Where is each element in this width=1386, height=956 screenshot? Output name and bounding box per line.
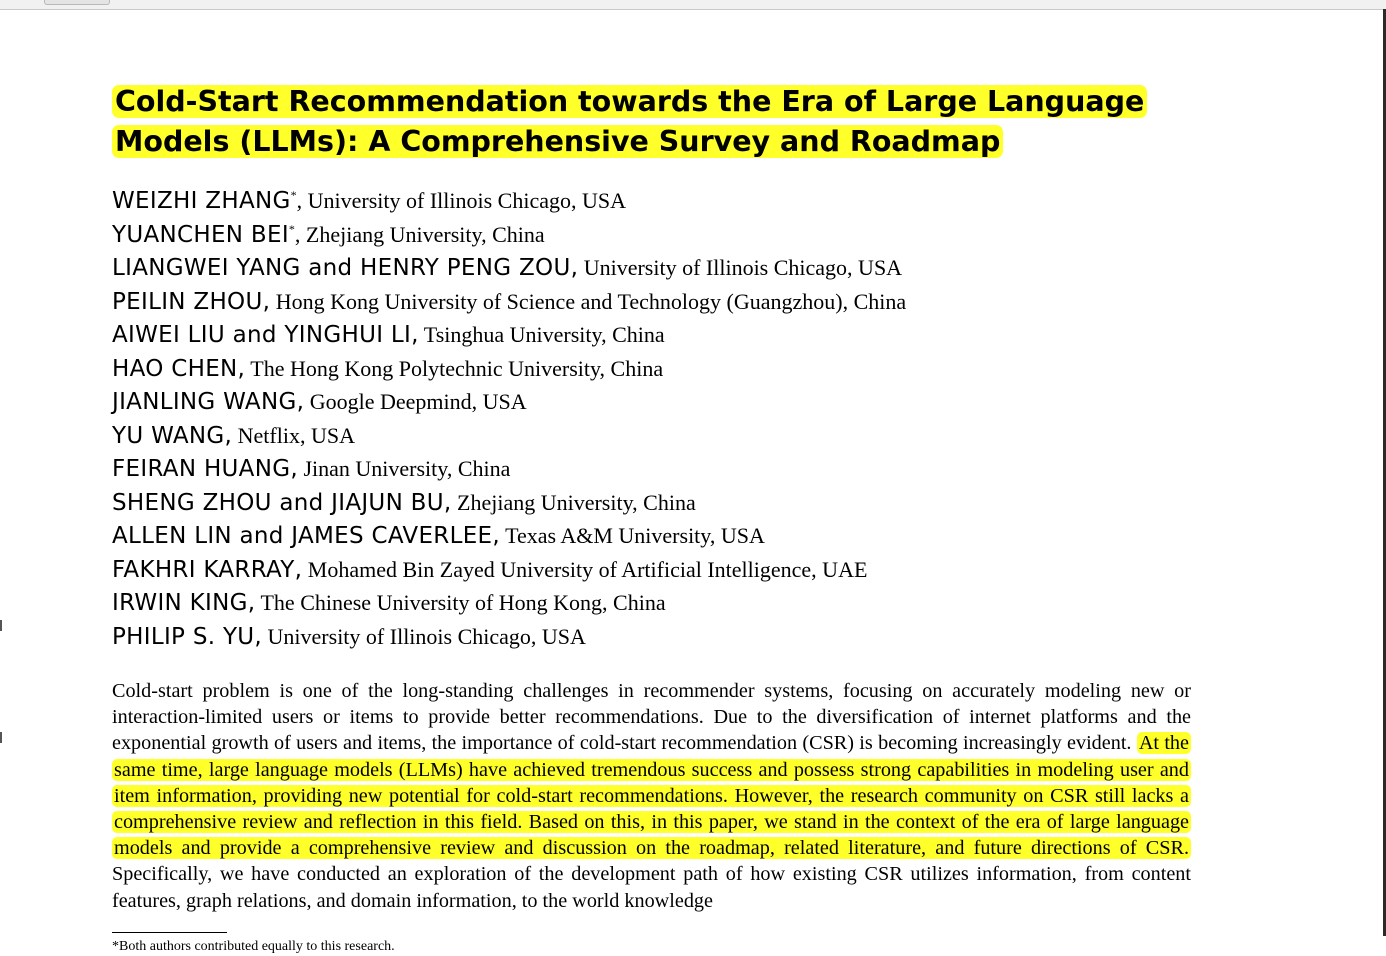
author-line (112, 318, 1262, 352)
footnote: *Both authors contributed equally to this research. (112, 939, 395, 954)
author-line (112, 218, 1262, 252)
author-affiliation: Mohamed Bin Zayed University of Artificial Intelligence, UAE (302, 556, 868, 582)
author-affiliation: University of Illinois Chicago, USA (578, 255, 903, 280)
author-name: LIANGWEI YANG and HENRY PENG ZOU, (112, 255, 579, 281)
viewer-toolbar (0, 0, 1386, 10)
author-list (112, 184, 1262, 653)
author-name: PHILIP S. YU, (112, 623, 263, 650)
author-line (112, 285, 1262, 319)
left-margin-mark (0, 732, 2, 743)
author-affiliation: Google Deepmind, USA (304, 389, 527, 414)
author-affiliation: University of Illinois Chicago, USA (262, 623, 586, 649)
author-affiliation: Jinan University, China (297, 456, 511, 481)
author-name: YUANCHEN BEI (112, 221, 289, 248)
abstract (112, 678, 1191, 914)
author-line (112, 385, 1262, 419)
author-affiliation: , University of Illinois Chicago, USA (296, 188, 626, 213)
abstract-text-continued: Specifically, we have conducted an exploration of the development path of how existing CSR utilizes information, from content features, graph relations, and domain information, to the world knowledge (112, 863, 1191, 912)
equal-contribution-mark: * (288, 221, 295, 236)
author-line (112, 184, 1262, 218)
author-affiliation: Zhejiang University, China (451, 489, 696, 515)
author-line (112, 419, 1262, 453)
author-line (112, 519, 1262, 553)
author-line (112, 452, 1262, 486)
left-margin-mark (0, 620, 2, 631)
abstract-text: Cold-start problem is one of the long-standing challenges in recommender systems, focusing on accurately modeling new or interaction-limited users or items to provide better recommendations. Due to the diversification of internet platforms and the exponential growth of users and items, the importance of cold-start recommendation (CSR) is becoming increasingly evident. (112, 680, 1191, 755)
author-line (112, 553, 1262, 587)
author-name: AIWEI LIU and YINGHUI LI, (112, 322, 419, 348)
author-line (112, 620, 1262, 654)
author-name: PEILIN ZHOU, (112, 288, 271, 315)
equal-contribution-mark: * (290, 188, 297, 202)
title-line-2: Models (LLMs): A Comprehensive Survey and Roadmap (115, 125, 1001, 158)
author-name: JIANLING WANG, (112, 389, 305, 415)
author-affiliation: Netflix, USA (232, 422, 355, 448)
author-affiliation: , Zhejiang University, China (294, 221, 545, 247)
author-affiliation: Texas A&M University, USA (499, 523, 765, 548)
toolbar-tab-handle[interactable] (44, 0, 110, 5)
paper-title (112, 82, 1212, 162)
author-name: ALLEN LIN and JAMES CAVERLEE, (112, 523, 500, 549)
author-line (112, 586, 1262, 620)
author-affiliation: The Hong Kong Polytechnic University, China (245, 355, 664, 381)
author-affiliation: Tsinghua University, China (418, 322, 665, 347)
title-highlight (112, 85, 1147, 158)
author-name: HAO CHEN, (112, 355, 246, 382)
author-line (112, 486, 1262, 520)
footnote-divider (112, 932, 227, 933)
author-line (112, 352, 1262, 386)
title-line-1: Cold-Start Recommendation towards the Era of Large Language (115, 85, 1145, 118)
author-name: FAKHRI KARRAY, (112, 556, 303, 583)
author-name: IRWIN KING, (112, 590, 256, 616)
author-name: SHENG ZHOU and JIAJUN BU, (112, 489, 452, 516)
author-name: YU WANG, (112, 422, 233, 449)
author-name: FEIRAN HUANG, (112, 456, 298, 482)
author-line (112, 251, 1262, 285)
author-affiliation: The Chinese University of Hong Kong, China (255, 590, 666, 615)
pdf-page (0, 10, 1383, 954)
abstract-highlight: At the same time, large language models (LLMs) have achieved tremendous success and possess strong capabilities in modeling user and item information, providing new potential for cold-start recommendations. However, the research community on CSR still lacks a comprehensive review and reflection in this field. Based on this, in this paper, we stand in the context of the era of large language models and provide a comprehensive review and discussion on the roadmap, related literature, and future directions of CSR. (114, 732, 1189, 860)
author-name: WEIZHI ZHANG (112, 188, 291, 214)
author-affiliation: Hong Kong University of Science and Technology (Guangzhou), China (270, 288, 907, 314)
